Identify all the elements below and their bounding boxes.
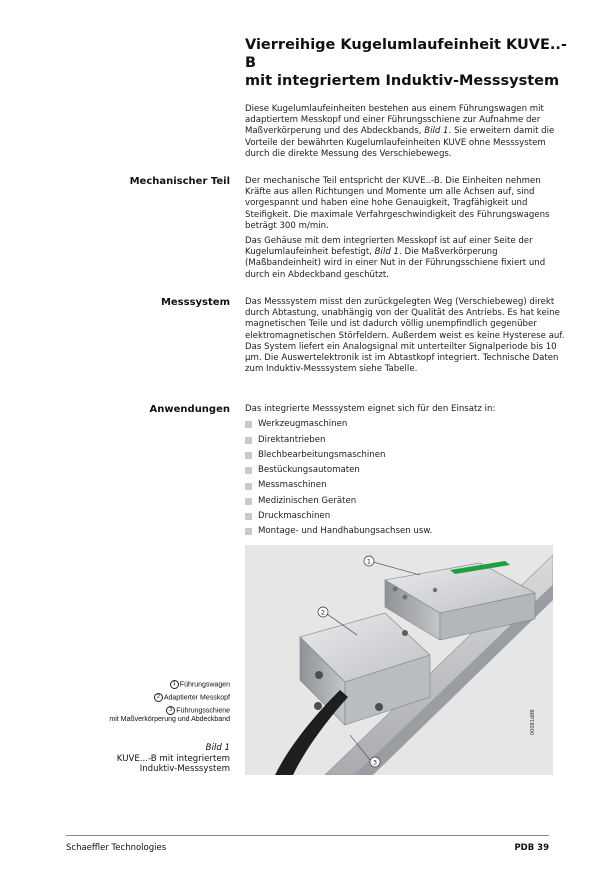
mechanisch-body: [245, 176, 565, 285]
product-figure: [245, 545, 553, 775]
page-number: PDB 39: [514, 843, 549, 853]
figure-reference: Bild 1: [374, 247, 399, 258]
messsystem-paragraph: Das Messsystem misst den zurückgelegten Weg (Verschiebeweg) direkt durch Abtastung, unabhängig von der Qualität des Antriebs. Es hat keine magnetischen Teile und ist dadurch völlig unempfindlich gegenüber elektromagnetischen Störfeldern. Außerdem weist es keine Hysterese auf. Das System liefert ein Analogsignal mit unterteilter Signalperiode bis 10 µm. Die Auswertelektronik ist im Abtastkopf integriert. Technische Daten zum Induktiv-Messsystem siehe Tabelle.: [245, 297, 565, 375]
square-bullet-icon: [245, 513, 252, 520]
mechanisch-paragraph-1: Der mechanische Teil entspricht der KUVE..-B. Die Einheiten nehmen Kräfte aus allen Richtungen und Momente um alle Achsen auf, sind vorgespannt und haben eine hohe Genauigkeit, Tragfähigkeit und Steifigkeit. Die maximale Verfahrgeschwindigkeit des Führungswagens beträgt 300 m/min.: [245, 176, 550, 231]
drawing-code: 00081d8B: [530, 709, 536, 735]
application-item: [245, 509, 565, 524]
legend-item-1: 1 Führungswagen: [60, 680, 230, 690]
application-item: [245, 494, 565, 509]
section-label-mechanisch: Mechanischer Teil: [129, 176, 230, 187]
application-label: Medizinischen Geräten: [258, 495, 357, 506]
intro-paragraph: [245, 104, 565, 164]
kuve-illustration: [245, 545, 553, 775]
application-item: [245, 463, 565, 478]
caption-line-1: KUVE...-B mit integriertem: [116, 753, 230, 764]
intro-text-end: . Sie erweitern damit die Vorteile der bewährten Kugelumlaufeinheiten KUVE ohne Messsystem durch die direkte Messung des Verschiebewegs.: [245, 126, 555, 159]
figure-caption: [60, 743, 230, 775]
intro-text: Diese Kugelumlaufeinheiten bestehen aus einem Führungswagen mit adaptiertem Messkopf und einer Führungsschiene zur Aufnahme der Maßverkörperung und des Abdeckbands,: [245, 104, 544, 137]
legend-item-2: 2 Adaptierter Messkopf: [60, 693, 230, 703]
anwendungen-intro: Das integrierte Messsystem eignet sich für den Einsatz in:: [245, 404, 496, 414]
anwendungen-body: [245, 404, 565, 540]
callout-number: 3: [372, 758, 378, 767]
application-label: Direktantrieben: [258, 434, 326, 445]
figure-reference: Bild 1: [424, 126, 449, 137]
legend-item-3: 3 Führungsschiene: [60, 706, 230, 716]
figure-legend: [60, 680, 230, 724]
callout-number: 2: [320, 608, 326, 617]
number-circle-icon: 1: [170, 680, 179, 689]
application-item: [245, 433, 565, 448]
square-bullet-icon: [245, 452, 252, 459]
square-bullet-icon: [245, 421, 252, 428]
square-bullet-icon: [245, 528, 252, 535]
application-label: Druckmaschinen: [258, 511, 331, 522]
legend-item-3-detail: mit Maßverkörperung und Abdeckband: [109, 715, 230, 723]
title-line-1: Vierreihige Kugelumlaufeinheit KUVE..-B: [245, 37, 567, 71]
title-line-2: mit integriertem Induktiv-Messsystem: [245, 73, 560, 89]
footer-company: Schaeffler Technologies: [66, 843, 167, 853]
application-item: [245, 524, 565, 539]
number-circle-icon: 3: [166, 706, 175, 715]
application-item: [245, 478, 565, 493]
applications-list: [245, 417, 565, 539]
section-label-anwendungen: Anwendungen: [149, 404, 230, 415]
square-bullet-icon: [245, 498, 252, 505]
caption-label: Bild 1: [205, 743, 230, 753]
square-bullet-icon: [245, 437, 252, 444]
application-item: [245, 417, 565, 432]
footer-divider: [66, 835, 549, 836]
mechanisch-paragraph-2: Das Gehäuse mit dem integrierten Messkopf ist auf einer Seite der Kugelumlaufeinheit befestigt, Bild 1. Die Maßverkörperung (Maßbandeinheit) wird in einer Nut in der Führungsschiene fixiert und durch ein Abdeckband geschützt.: [245, 236, 546, 280]
square-bullet-icon: [245, 467, 252, 474]
section-label-messsystem: Messsystem: [160, 297, 230, 308]
application-label: Messmaschinen: [258, 480, 327, 491]
application-label: Bestückungsautomaten: [258, 465, 360, 476]
page-title: [245, 36, 575, 90]
caption-line-2: Induktiv-Messsystem: [139, 764, 230, 774]
messsystem-body: [245, 297, 565, 379]
application-label: Blechbearbeitungsmaschinen: [258, 449, 386, 460]
callout-number: 1: [366, 557, 372, 566]
application-label: Montage- und Handhabungsachsen usw.: [258, 526, 433, 537]
number-circle-icon: 2: [154, 693, 163, 702]
application-item: [245, 448, 565, 463]
square-bullet-icon: [245, 483, 252, 490]
application-label: Werkzeugmaschinen: [258, 419, 348, 430]
